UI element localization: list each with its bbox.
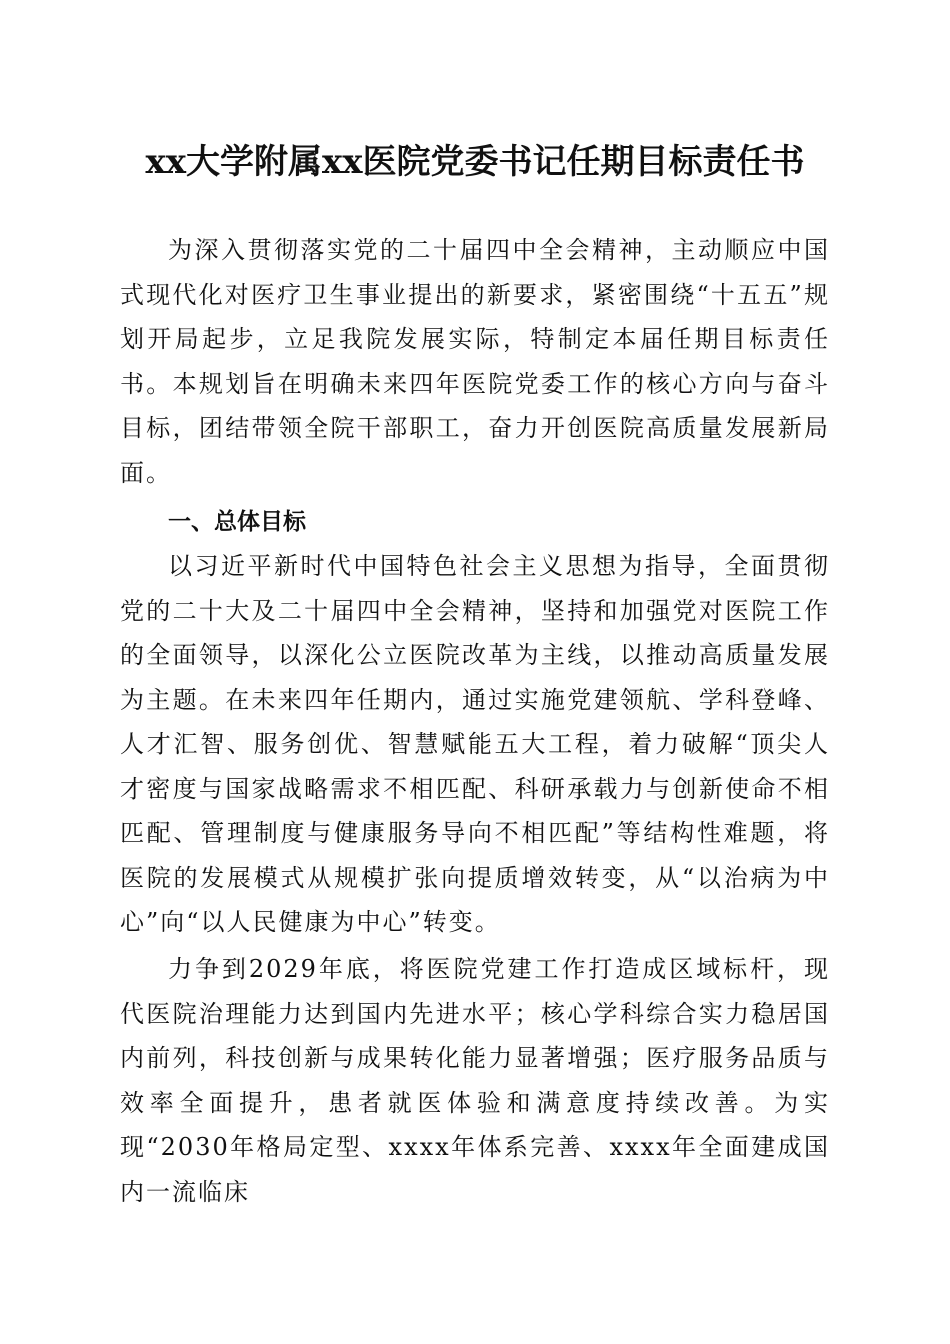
document-title: xx大学附属xx医院党委书记任期目标责任书 <box>145 142 805 182</box>
target-paragraph: 力争到2029年底，将医院党建工作打造成区域标杆，现代医院治理能力达到国内先进水平；核心学科综合实力稳居国内前列，科技创新与成果转化能力显著增强；医疗服务品质与效率全面提升，患者就医体验和满意度持续改善。为实现“2030年格局定型、xxxx年体系完善、xxxx年全面建成国内一流临床 <box>120 955 830 1206</box>
goal-paragraph: 以习近平新时代中国特色社会主义思想为指导，全面贯彻党的二十大及二十届四中全会精神，坚持和加强党对医院工作的全面领导，以深化公立医院改革为主线，以推动高质量发展为主题。在未来四年任期内，通过实施党建领航、学科登峰、人才汇智、服务创优、智慧赋能五大工程，着力破解“顶尖人才密度与国家战略需求不相匹配、科研承载力与创新使命不相匹配、管理制度与健康服务导向不相匹配”等结构性难题，将医院的发展模式从规模扩张向提质增效转变，从“以治病为中心”向“以人民健康为中心”转变。 <box>120 552 830 936</box>
section-heading-overall-goals: 一、总体目标 <box>168 509 306 535</box>
intro-paragraph: 为深入贯彻落实党的二十届四中全会精神，主动顺应中国式现代化对医疗卫生事业提出的新要求，紧密围绕“十五五”规划开局起步，立足我院发展实际，特制定本届任期目标责任书。本规划旨在明确未来四年医院党委工作的核心方向与奋斗目标，团结带领全院干部职工，奋力开创医院高质量发展新局面。 <box>120 236 830 487</box>
